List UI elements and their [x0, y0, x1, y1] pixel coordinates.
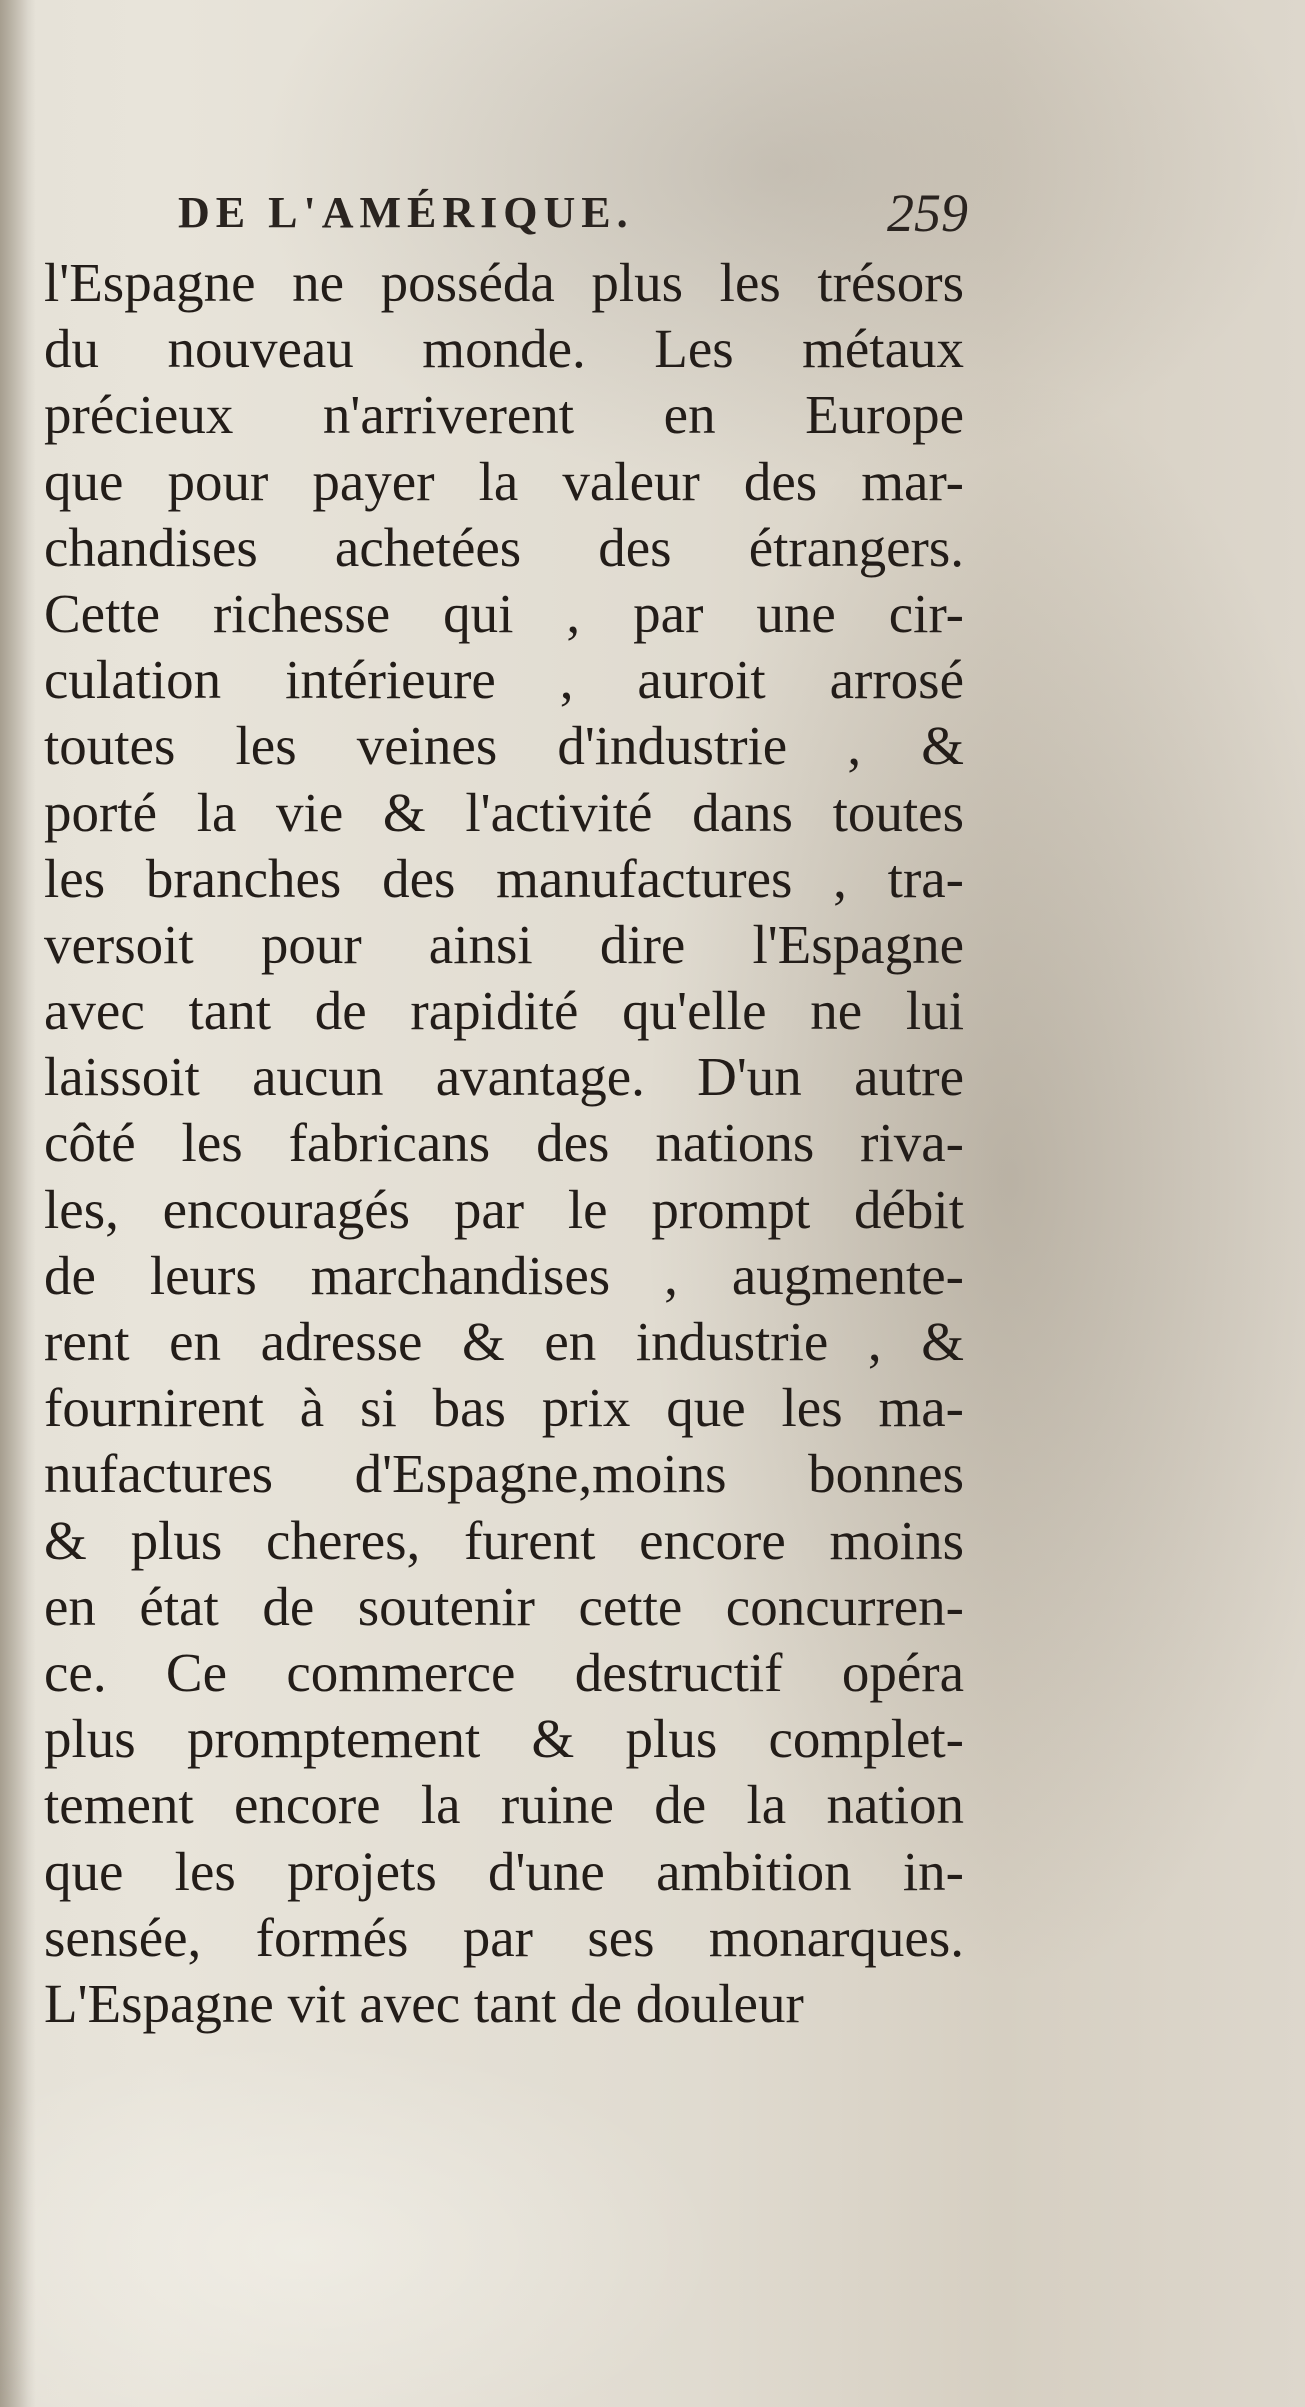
text-line: les branches des manufactures , tra- — [44, 847, 964, 909]
text-line: côté les fabricans des nations riva- — [44, 1112, 964, 1174]
text-line: nufactures d'Espagne,moins bonnes — [44, 1443, 964, 1505]
text-line: sensée, formés par ses monarques. — [44, 1906, 964, 1968]
text-line: tement encore la ruine de la nation — [44, 1774, 964, 1836]
text-line: les, encouragés par le prompt débit — [44, 1178, 964, 1240]
text-line: précieux n'arriverent en Europe — [44, 384, 964, 446]
text-line: en état de soutenir cette concurren- — [44, 1575, 964, 1637]
text-line: l'Espagne ne posséda plus les trésors — [44, 252, 964, 313]
text-line: rent en adresse & en industrie , & — [44, 1311, 964, 1372]
text-line: du nouveau monde. Les métaux — [44, 318, 964, 380]
text-line: fournirent à si bas prix que les ma- — [44, 1377, 964, 1439]
text-line: L'Espagne vit avec tant de douleur — [44, 1972, 804, 2034]
text-line: que pour payer la valeur des mar- — [44, 450, 964, 512]
text-line: laissoit aucun avantage. D'un autre — [44, 1046, 964, 1108]
body-text — [44, 250, 964, 2037]
text-line: avec tant de rapidité qu'elle ne lui — [44, 980, 964, 1042]
text-line: porté la vie & l'activité dans toutes — [44, 781, 964, 843]
page-gutter-shadow — [0, 0, 36, 2407]
page-number: 259 — [887, 183, 968, 243]
text-line: & plus cheres, furent encore moins — [44, 1509, 964, 1571]
text-line: toutes les veines d'industrie , & — [44, 715, 964, 777]
text-line: plus promptement & plus complet- — [44, 1708, 964, 1770]
text-line: de leurs marchandises , augmente- — [44, 1244, 964, 1306]
text-line: versoit pour ainsi dire l'Espagne — [44, 913, 964, 975]
text-line: culation intérieure , auroit arrosé — [44, 649, 964, 711]
text-line: chandises achetées des étrangers. — [44, 516, 964, 578]
running-head-title: DE L'AMÉRIQUE. — [178, 188, 634, 237]
text-line: que les projets d'une ambition in- — [44, 1840, 964, 1902]
running-head — [178, 178, 968, 248]
text-line: ce. Ce commerce destructif opéra — [44, 1641, 964, 1703]
text-line: Cette richesse qui , par une cir- — [44, 582, 964, 644]
